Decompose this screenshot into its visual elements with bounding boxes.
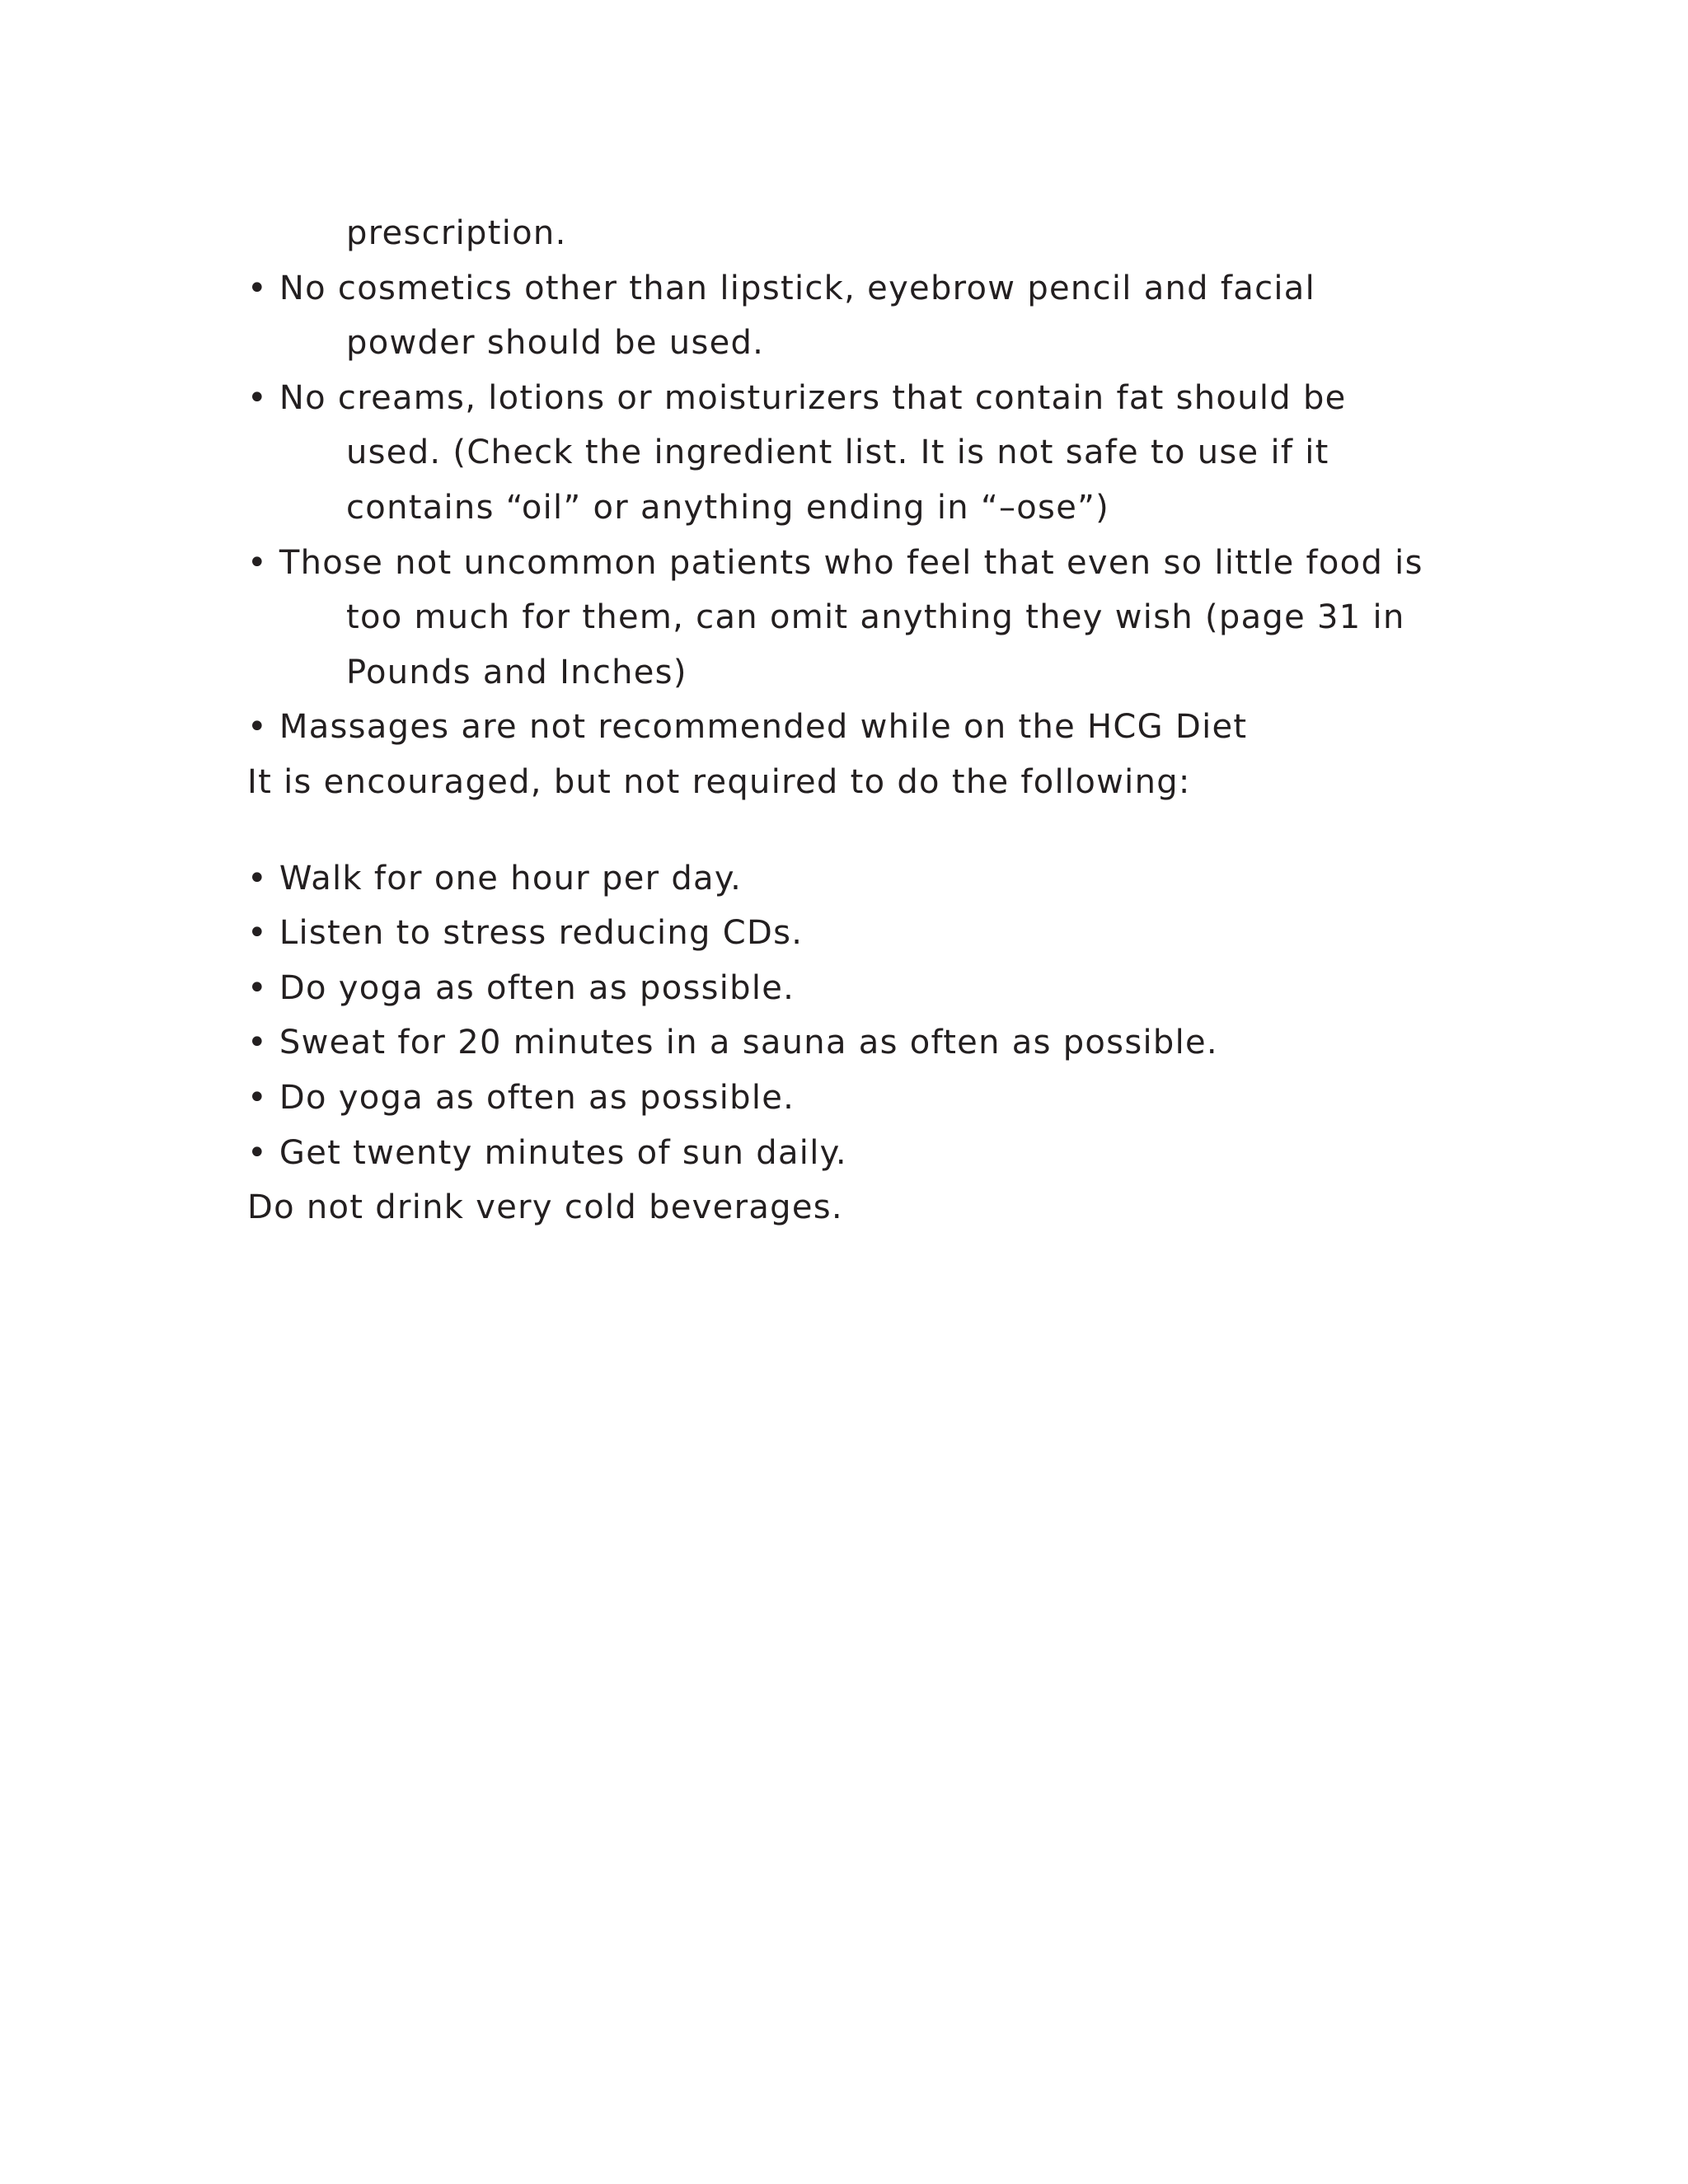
encouraged-item: • Do yoga as often as possible. [247,1078,795,1117]
bullet-item-creams [247,371,1484,536]
continuation-line: prescription. [346,214,567,252]
encouraged-list [247,851,1484,1181]
paragraph-gap [247,810,1484,851]
bullet-continuation: Pounds and Inches) [346,653,687,691]
page-content [247,206,1484,1235]
bullet-item-cosmetics [247,261,1484,371]
bullet-continuation: used. (Check the ingredient list. It is not safe to use if it [346,434,1329,472]
bullet-line: • Massages are not recommended while on the HCG Diet [247,708,1248,747]
closing-line: Do not drink very cold beverages. [247,1188,843,1227]
bullet-item-massages [247,700,1484,755]
bullet-continuation: contains “oil” or anything ending in “–ose”) [346,488,1110,527]
bullet-continuation: too much for them, can omit anything they wish (page 31 in [346,598,1405,637]
encouraged-item: • Walk for one hour per day. [247,859,743,898]
bullet-item-patients [247,536,1484,701]
bullet-line: • No creams, lotions or moisturizers that contain fat should be [247,378,1347,417]
encouraged-item: • Listen to stress reducing CDs. [247,914,804,953]
encouraged-heading: It is encouraged, but not required to do the following: [247,762,1191,801]
encouraged-item: • Do yoga as often as possible. [247,968,795,1007]
bullet-line: • No cosmetics other than lipstick, eyebrow pencil and facial [247,269,1315,307]
bullet-line: • Those not uncommon patients who feel that even so little food is [247,543,1423,582]
encouraged-item: • Get twenty minutes of sun daily. [247,1133,847,1172]
encouraged-item: • Sweat for 20 minutes in a sauna as often as possible. [247,1024,1218,1062]
bullet-continuation: powder should be used. [346,324,765,363]
